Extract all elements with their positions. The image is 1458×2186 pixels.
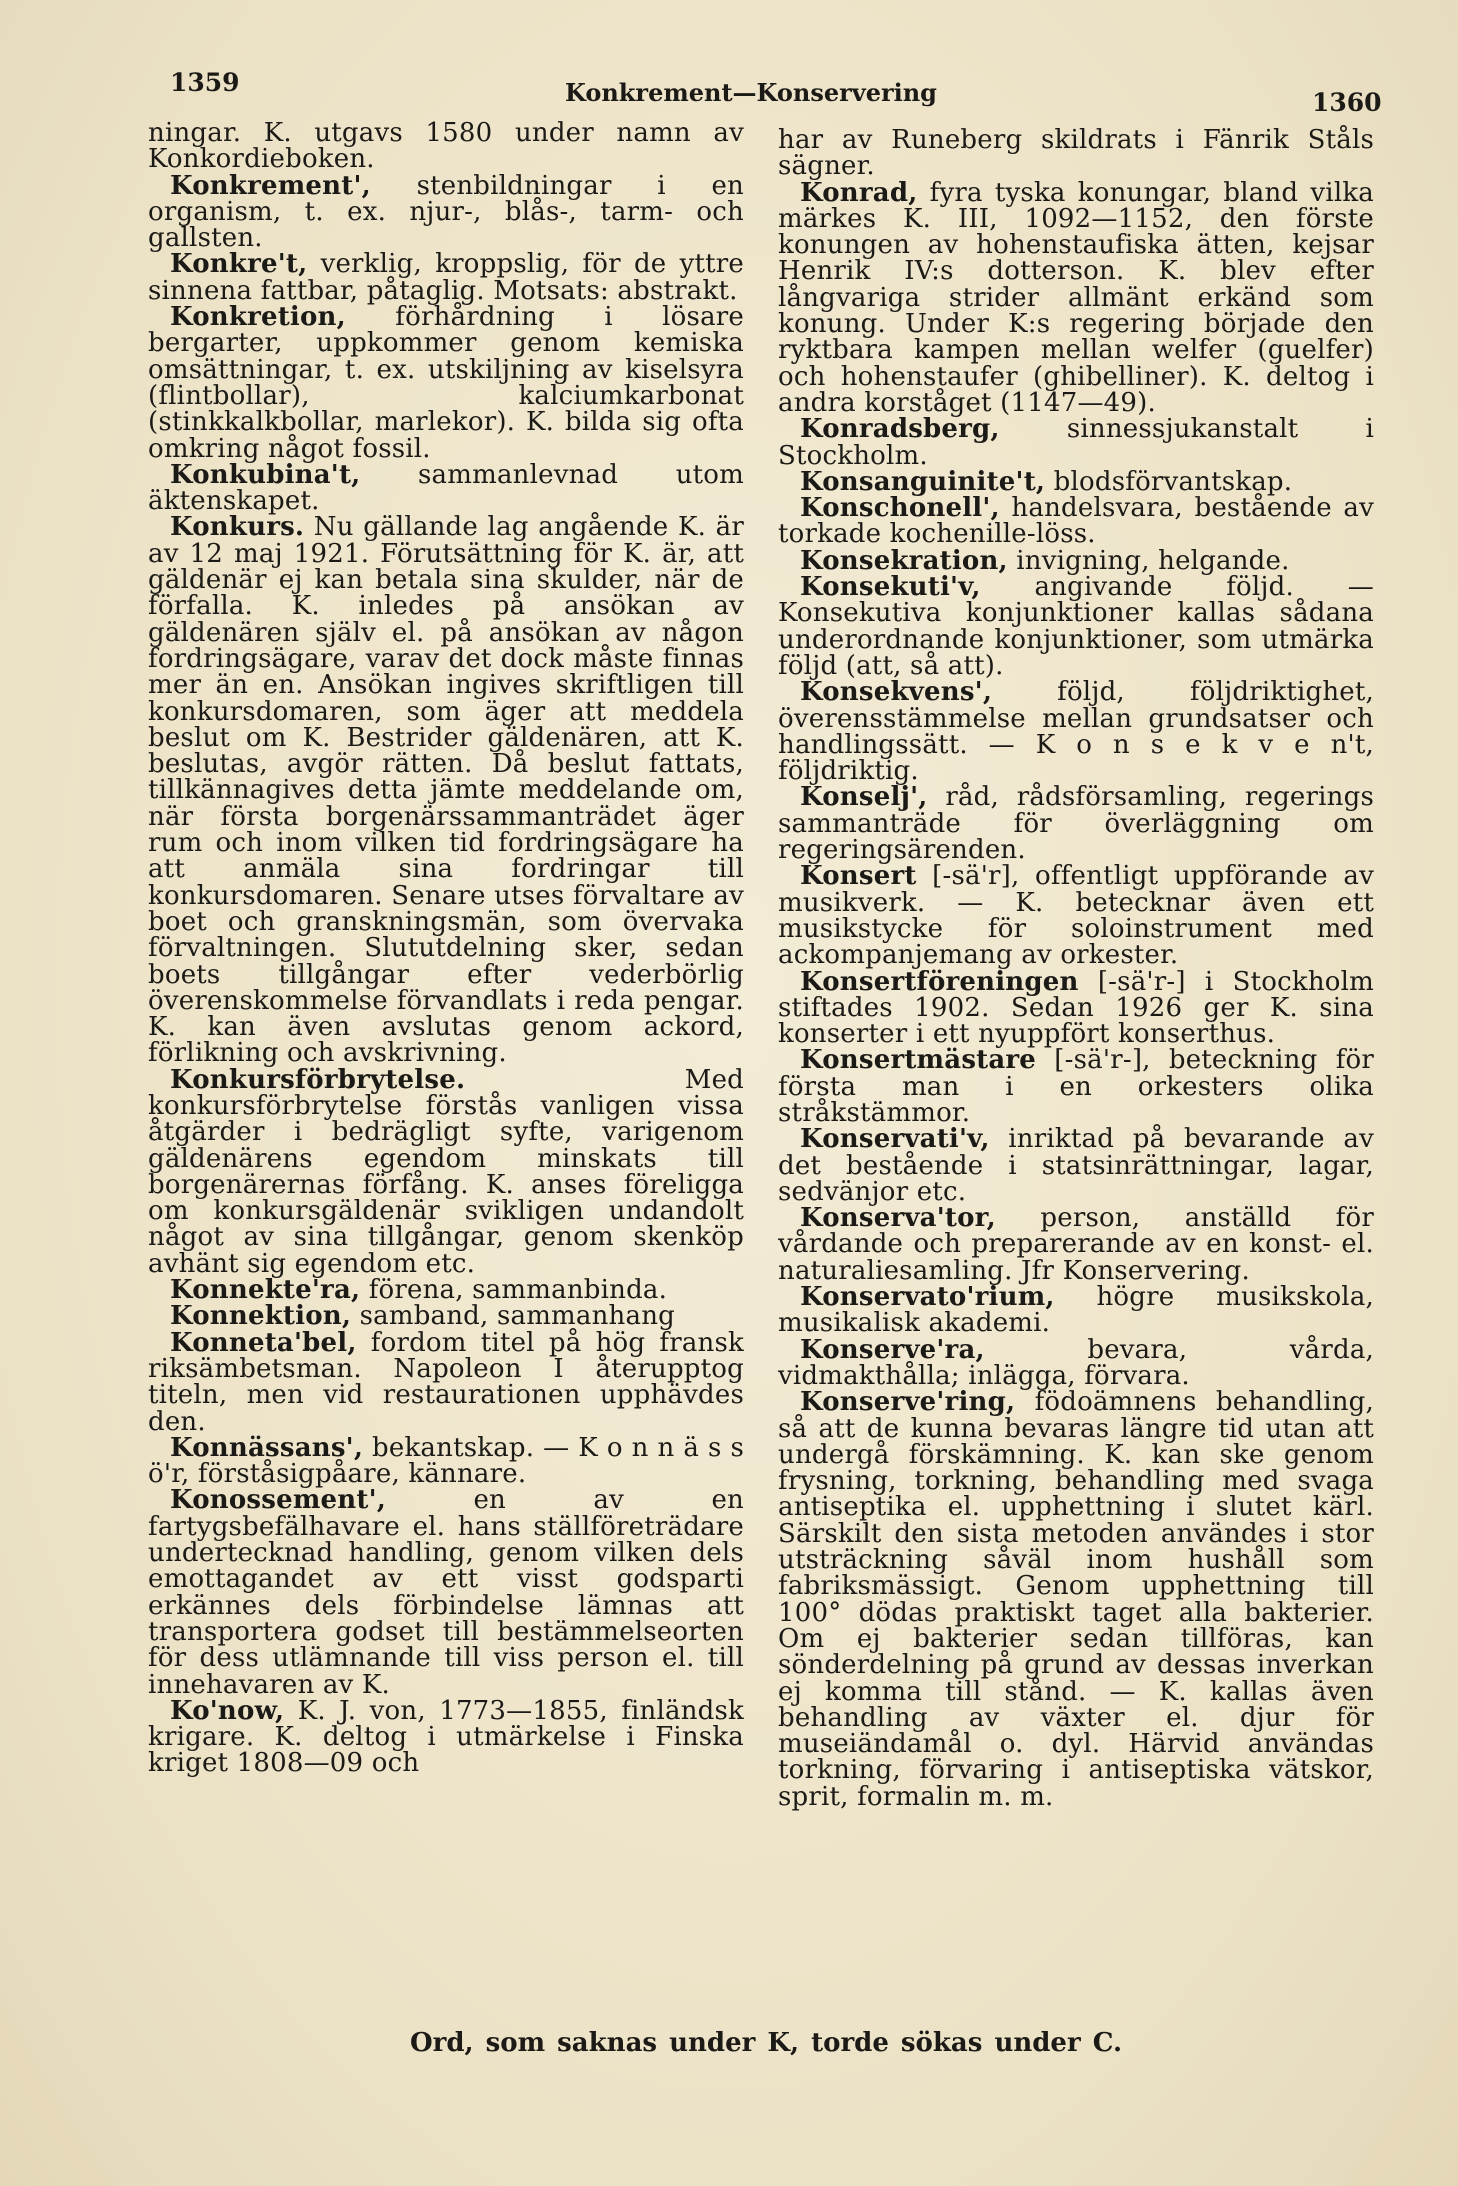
entry-text: sinnessjukanstalt i Stockholm. [778,414,1374,471]
dictionary-entry [778,966,1374,1050]
entry-headword: Konneta'bel, [170,1327,357,1358]
entry-headword: Konkubina't, [170,459,361,490]
dictionary-entry [148,512,744,1069]
dictionary-entry [778,127,1374,180]
entry-headword: Konkursförbrytelse. [170,1064,466,1095]
dictionary-entry [148,120,744,173]
entry-text: förena, sammanbinda. [360,1275,668,1306]
dictionary-entry [148,1064,744,1279]
entry-text: har av Runeberg skildrats i Fänrik Ståls sägner. [778,125,1374,182]
entry-text: [-sä'r-], beteckning för första man i en orkesters olika stråkstämmor. [778,1045,1374,1128]
entry-text: angivande följd. — Konsekutiva konjunktioner kallas sådana underordnande konjunktioner, som utmärka följd (att, så att). [778,572,1374,681]
entry-headword: Konkre't, [170,249,308,280]
dictionary-entry [778,677,1374,787]
entry-text: förhårdning i lösare bergarter, uppkommer genom kemiska omsättningar, t. ex. utskiljning av kiselsyra (flintbollar), kalciumkarbonat (stinkkalkbollar, marlekor). K. bilda sig ofta omkring något fossil. [148,302,744,464]
entry-headword: Konsert [800,861,917,892]
entry-headword: Konserva'tor, [800,1203,996,1234]
entry-headword: Konnekte'ra, [170,1275,361,1306]
entry-text: en av en fartygsbefälhavare el. hans ställföreträdare undertecknad handling, genom vilken dels emottagandet av ett visst godsparti erkännes dels förbindelse lämnas att transportera godset till bestämmelseorten för dess utlämnande till viss person el. till innehavaren av K. [148,1485,744,1700]
dictionary-entry [778,1047,1374,1126]
dictionary-entry [778,782,1374,866]
entry-text: inriktad på bevarande av det bestående i statsinrättningar, lagar, sedvänjor etc. [778,1124,1374,1207]
entry-headword: Konschonell', [800,493,1000,524]
entry-headword: Konsertföreningen [800,966,1079,997]
dictionary-entry [778,1126,1374,1205]
right-column [778,127,1374,1810]
entry-text: sammanlevnad utom äktenskapet. [148,459,744,517]
entry-text: bekantskap. — K o n n ä s s ö'r, förståsigpåare, kännare. [148,1432,744,1490]
dictionary-entry [778,1334,1374,1391]
entry-text: person, anställd för vårdande och preparerande av en konst- el. naturaliesamling. Jfr Konservering. [778,1203,1374,1286]
entry-headword: Konsanguinite't, [800,466,1046,497]
entry-headword: Konkretion, [170,302,346,333]
entry-headword: Konsekration, [800,545,1008,576]
dictionary-entry [148,170,744,254]
entry-headword: Konsertmästare [800,1045,1037,1076]
entry-headword: Konossement', [170,1485,387,1516]
entry-text: fyra tyska konungar, bland vilka märkes K. III, 1092—1152, den förste konungen av hohenstaufiska ätten, kejsar Henrik IV:s dotterson. K. blev efter långvariga strider allmänt erkänd som konung. Under K:s regering började den ryktbara kampen mellan welfer (guelfer) och hohenstaufer (ghibelliner). K. deltog i andra korståget (1147—49). [778,177,1374,418]
dictionary-entry [148,459,744,517]
dictionary-entry [148,1327,744,1437]
dictionary-entry [148,1695,744,1779]
page-number-right: 1360 [1312,88,1382,117]
entry-text: ningar. K. utgavs 1580 under namn av Konkordieboken. [148,118,744,175]
entry-headword: Konserve'ring, [800,1387,1016,1418]
entry-headword: Konrad, [800,177,918,208]
entry-headword: Konkurs. [170,512,305,543]
dictionary-entry [778,1389,1374,1810]
dictionary-entry [148,1432,744,1490]
entry-headword: Konsekuti'v, [800,572,981,603]
entry-text: invigning, helgande. [1007,545,1290,576]
entry-text: Nu gällande lag angående K. är av 12 maj 1921. Förutsättning för K. är, att gäldenär ej kan betala sina skulder, när de förfalla. K. inledes på ansökan av gäldenären själv el. på ansökan av någon fordringsägare, varav det dock måste finnas mer än en. Ansökan ingives skriftligen till konkursdomaren, som äger att meddela beslut om K. Bestrider gäldenären, att K. beslutas, avgör rätten. Då beslut fattats, tillkännagives detta jämte meddelande om, när första borgenärssammanträdet äger rum och inom vilken tid fordringsägare ha att anmäla sina fordringar till konkursdomaren. Senare utses förvaltare av boet och granskningsmän, som övervaka förvaltningen. Slututdelning sker, sedan boets tillgångar efter vederbörlig överenskommelse förvandlats i reda pengar. K. kan även avslutas genom ackord, förlikning och avskrivning. [148,512,744,1069]
dictionary-entry [778,574,1374,679]
entry-text: bevara, vårda, vidmakthålla; inlägga, förvara. [778,1334,1374,1391]
entry-text: K. J. von, 1773—1855, finländsk krigare. K. deltog i utmärkelse i Finska kriget 1808—09 och [148,1695,744,1779]
entry-headword: Konservato'rium, [800,1282,1055,1313]
entry-text: Med konkursförbrytelse förstås vanligen vissa åtgärder i bedrägligt syfte, varigenom gäldenärens egendom minskats till borgenärernas förfång. K. anses föreligga om konkursgäldenär svikligen undandolt något av sina tillgångar, genom skenköp avhänt sig egendom etc. [148,1064,744,1279]
dictionary-entry [148,1301,744,1332]
entry-headword: Konselj', [800,782,928,813]
dictionary-entry [148,1485,744,1700]
entry-headword: Konkrement', [170,170,371,201]
dictionary-entry [148,304,744,462]
entry-headword: Konnässans', [170,1432,364,1463]
dictionary-entry [778,1284,1374,1337]
entry-headword: Konserve'ra, [800,1334,985,1365]
dictionary-entry [778,495,1374,548]
dictionary-entry [778,545,1374,576]
entry-headword: Konnektion, [170,1301,352,1332]
entry-text: stenbildningar i en organism, t. ex. njur-, blås-, tarm- och gallsten. [148,170,744,254]
entry-text: samband, sammanhang [351,1301,675,1332]
dictionary-entry [778,177,1374,418]
entry-text: födoämnens behandling, så att de kunna bevaras längre tid utan att undergå förskämning. K. kan ske genom frysning, torkning, behandling med svaga antiseptika el. upphettning i slutet kärl. Särskilt den sista metoden användes i stor utsträckning såväl inom hushåll som fabriksmässigt. Genom upphettning till 100° dödas praktiskt taget alla bakterier. Om ej bakterier sedan tillföras, kan sönderdelning på grund av dessas inverkan ej komma till stånd. — K. kallas även behandling av växter el. djur för museiändamål o. dyl. Härvid användas torkning, förvaring i antiseptiska vätskor, sprit, formalin m. m. [778,1387,1374,1812]
left-column [148,120,744,1777]
entry-text: blodsförvantskap. [1045,466,1293,497]
entry-headword: Konsekvens', [800,677,993,708]
dictionary-entry [778,1205,1374,1284]
entry-text: verklig, kroppslig, för de yttre sinnena fattbar, påtaglig. Motsats: abstrakt. [148,249,744,306]
dictionary-entry [778,861,1374,971]
entry-text: handelsvara, bestående av torkade kochenille-löss. [778,493,1374,550]
entry-headword: Konradsberg, [800,414,1000,445]
entry-text: fordom titel på hög fransk riksämbetsman. Napoleon I återupptog titeln, men vid restaurationen upphävdes den. [148,1327,744,1437]
dictionary-entry [148,251,744,304]
page-number-left: 1359 [170,68,240,97]
entry-text: råd, rådsförsamling, regerings sammanträde för överläggning om regeringsärenden. [778,782,1374,866]
entry-text: följd, följdriktighet, överensstämmelse mellan grundsatser och handlingssätt. — K o n s e k v e n't, följdriktig. [778,677,1374,787]
dictionary-entry [148,1275,744,1306]
entry-text: högre musikskola, musikalisk akademi. [778,1282,1374,1339]
entry-headword: Ko'now, [170,1695,285,1726]
entry-text: [-sä'r], offentligt uppförande av musikverk. — K. betecknar även ett musikstycke för soloinstrument med ackompanjemang av orkester. [778,861,1374,971]
running-header: Konkrement—Konservering [565,78,937,107]
dictionary-entry [778,416,1374,469]
entry-headword: Konservati'v, [800,1124,990,1155]
footer-note: Ord, som saknas under K, torde sökas under C. [410,2028,1123,2058]
dictionary-entry [778,466,1374,497]
entry-text: [-sä'r-] i Stockholm stiftades 1902. Sedan 1926 ger K. sina konserter i ett nyuppfört konserthus. [778,966,1374,1050]
